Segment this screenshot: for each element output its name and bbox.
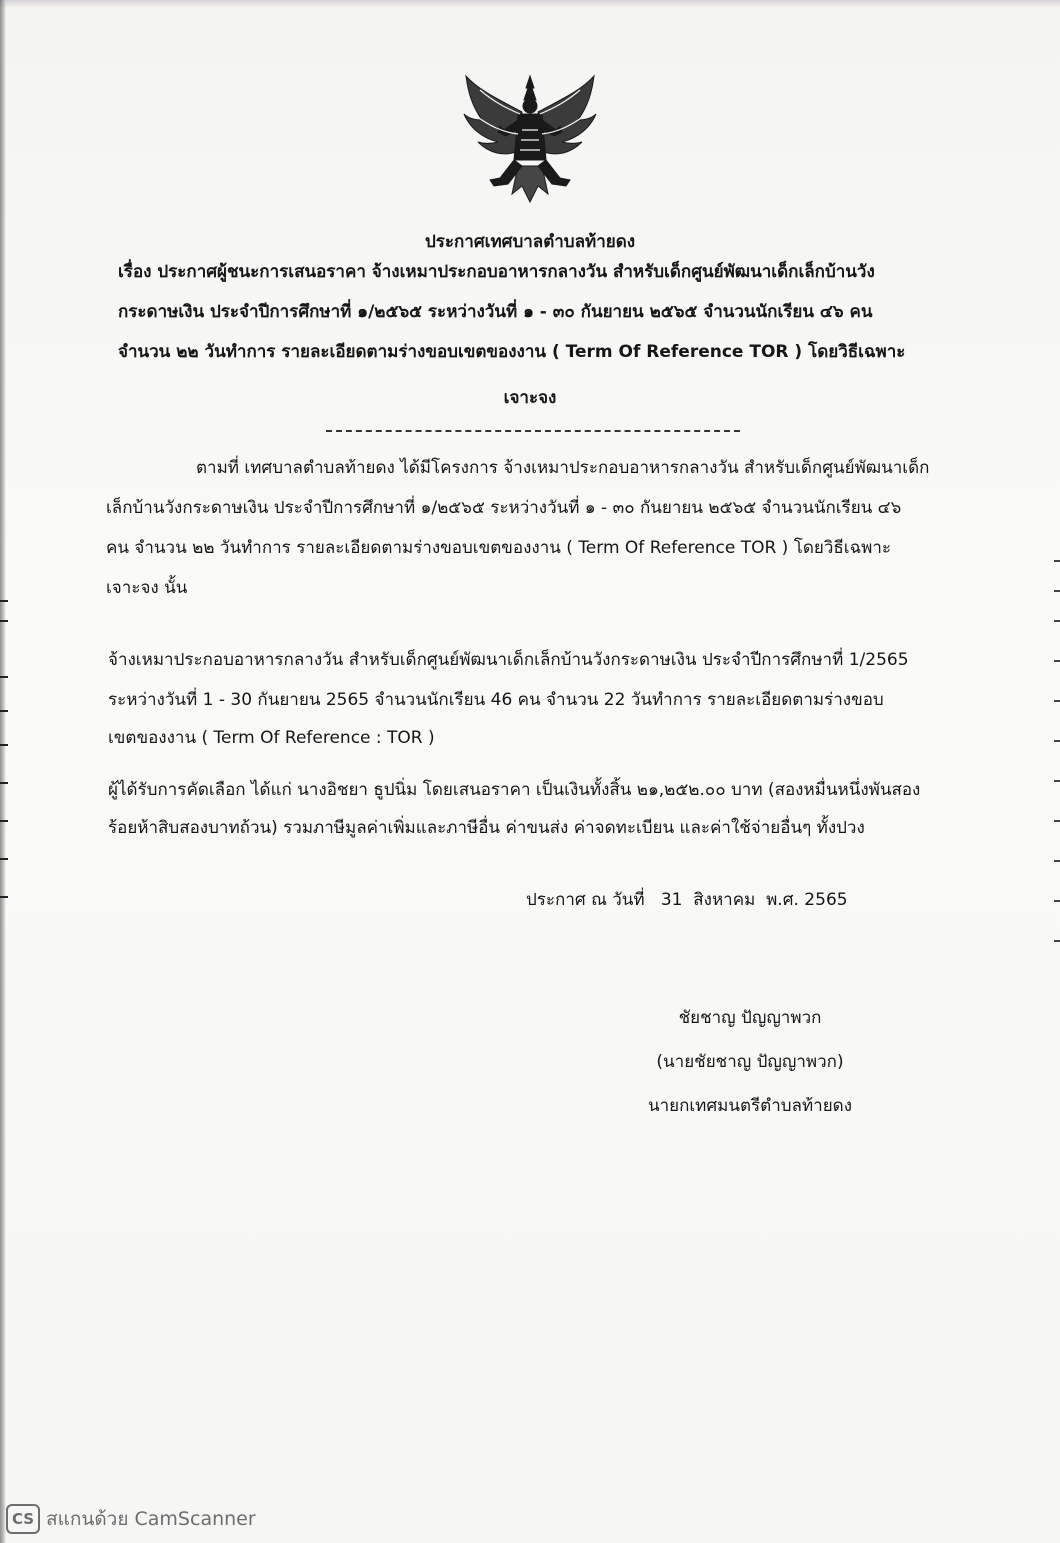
announcement-date: ประกาศ ณ วันที่ 31 สิงหาคม พ.ศ. 2565 xyxy=(526,890,848,910)
tick-mark xyxy=(0,820,8,822)
tick-mark xyxy=(1054,940,1060,942)
printed-name: (นายชัยชาญ ปัญญาพวก) xyxy=(656,1052,844,1072)
winner-paragraph-line: ร้อยห้าสิบสองบาทถ้วน) รวมภาษีมูลค่าเพิ่มและภาษีอื่น ค่าขนส่ง ค่าจดทะเบียน และค่าใช้จ่ายอื่นๆ ทั้งปวง xyxy=(108,818,865,838)
left-margin-ticks xyxy=(0,600,12,930)
tick-mark xyxy=(0,744,8,746)
tick-mark xyxy=(1054,740,1060,742)
subject-line: จำนวน ๒๒ วันทำการ รายละเอียดตามร่างขอบเขตของงาน ( Term Of Reference TOR ) โดยวิธีเฉพาะ xyxy=(118,342,906,362)
camscanner-watermark xyxy=(6,1504,256,1534)
tick-mark xyxy=(0,858,8,860)
subject-line: เจาะจง xyxy=(503,388,557,408)
tick-mark xyxy=(1054,820,1060,822)
scanner-text: สแกนด้วย CamScanner xyxy=(46,1508,256,1530)
tick-mark xyxy=(1054,560,1060,562)
scan-top-edge xyxy=(0,0,1060,8)
body-paragraph-line: ตามที่ เทศบาลตำบลท้ายดง ได้มีโครงการ จ้างเหมาประกอบอาหารกลางวัน สำหรับเด็กศูนย์พัฒนาเด็ก xyxy=(196,458,930,478)
body-paragraph-line: คน จำนวน ๒๒ วันทำการ รายละเอียดตามร่างขอบเขตของงาน ( Term Of Reference TOR ) โดยวิธีเฉพาะ xyxy=(106,538,892,558)
tick-mark xyxy=(1054,590,1060,592)
body-paragraph-line: เจาะจง นั้น xyxy=(106,578,188,598)
tick-mark xyxy=(0,782,8,784)
tick-mark xyxy=(1054,660,1060,662)
tick-mark xyxy=(0,600,8,602)
tick-mark xyxy=(1054,620,1060,622)
tick-mark xyxy=(0,620,8,622)
body-paragraph-line: จ้างเหมาประกอบอาหารกลางวัน สำหรับเด็กศูนย์พัฒนาเด็กเล็กบ้านวังกระดาษเงิน ประจำปีการศึกษาที่ 1/2565 xyxy=(108,650,909,670)
signature-block xyxy=(600,996,900,1128)
right-margin-ticks xyxy=(1050,560,1060,980)
body-paragraph-line: เล็กบ้านวังกระดาษเงิน ประจำปีการศึกษาที่ ๑/๒๕๖๕ ระหว่างวันที่ ๑ - ๓๐ กันยายน ๒๕๖๕ จำนวนนักเรียน ๔๖ xyxy=(106,498,902,518)
tick-mark xyxy=(1054,860,1060,862)
signer-position: นายกเทศมนตรีตำบลท้ายดง xyxy=(647,1096,853,1116)
garuda-emblem-icon xyxy=(460,70,600,210)
body-paragraph-line: เขตของงาน ( Term Of Reference : TOR ) xyxy=(108,728,435,748)
tick-mark xyxy=(0,676,8,678)
dashed-divider xyxy=(326,430,740,432)
tick-mark xyxy=(0,896,8,898)
tick-mark xyxy=(1054,780,1060,782)
signed-name: ชัยชาญ ปัญญาพวก xyxy=(678,1008,822,1028)
tick-mark xyxy=(1054,900,1060,902)
subject-line: กระดาษเงิน ประจำปีการศึกษาที่ ๑/๒๕๖๕ ระหว่างวันที่ ๑ - ๓๐ กันยายน ๒๕๖๕ จำนวนนักเรียน ๔๖ คน xyxy=(118,302,873,322)
announcement-header: ประกาศเทศบาลตำบลท้ายดง xyxy=(424,232,636,252)
body-paragraph-line: ระหว่างวันที่ 1 - 30 กันยายน 2565 จำนวนนักเรียน 46 คน จำนวน 22 วันทำการ รายละเอียดตามร่างขอบ xyxy=(108,690,884,710)
winner-paragraph-line: ผู้ได้รับการคัดเลือก ได้แก่ นางอิชยา ธูปนิ่ม โดยเสนอราคา เป็นเงินทั้งสิ้น ๒๑,๒๕๒.๐๐ บาท (สองหมื่นหนึ่งพันสอง xyxy=(108,780,921,800)
subject-line: เรื่อง ประกาศผู้ชนะการเสนอราคา จ้างเหมาประกอบอาหารกลางวัน สำหรับเด็กศูนย์พัฒนาเด็กเล็กบ้านวัง xyxy=(118,262,875,282)
tick-mark xyxy=(0,710,8,712)
camscanner-logo-icon: CS xyxy=(6,1504,40,1534)
tick-mark xyxy=(1054,700,1060,702)
